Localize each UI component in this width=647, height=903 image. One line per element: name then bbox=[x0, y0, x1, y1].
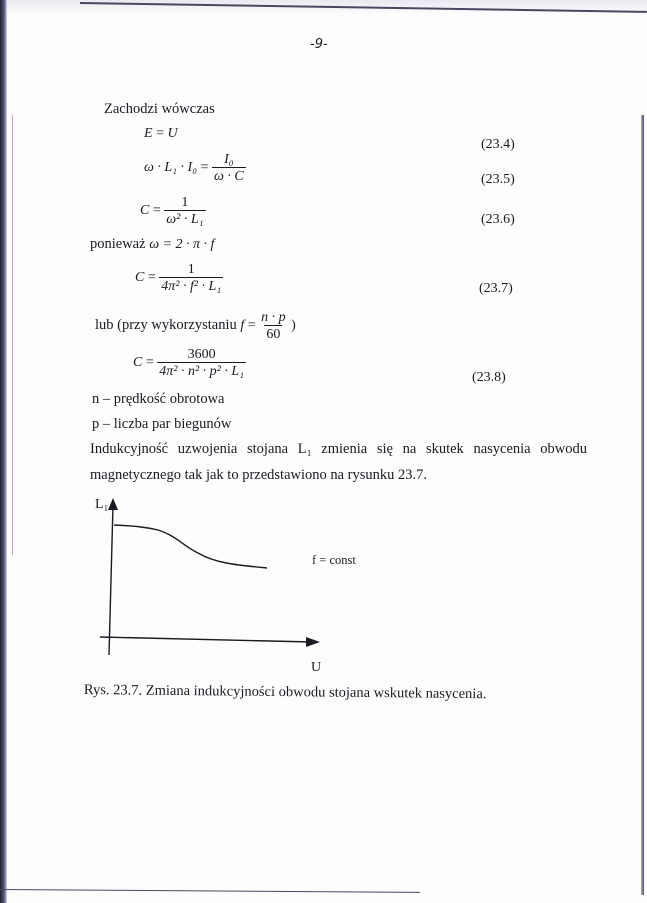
equation-23-6 bbox=[140, 195, 206, 227]
f-const-annotation: f = const bbox=[312, 553, 356, 567]
x-axis-arrow-icon bbox=[306, 637, 320, 647]
legend-p: p – liczba par biegunów bbox=[92, 416, 232, 432]
eq-operator: = bbox=[152, 203, 161, 219]
eq-lhs: C bbox=[133, 355, 143, 371]
y-axis-label: L₁ bbox=[95, 497, 109, 512]
or-formula-operator: = bbox=[247, 318, 256, 334]
intro-text: Zachodzi wówczas bbox=[104, 101, 215, 117]
eq-fraction bbox=[212, 152, 246, 184]
eq-fraction bbox=[157, 347, 246, 379]
equation-23-5 bbox=[144, 152, 246, 184]
eq-numerator: 1 bbox=[187, 262, 195, 277]
eq-operator: = bbox=[145, 355, 154, 371]
eq-fraction bbox=[164, 195, 205, 227]
eq-denominator: ω · C bbox=[213, 169, 244, 184]
equation-label-23-4: (23.4) bbox=[481, 137, 515, 152]
or-formula-denominator: 60 bbox=[266, 327, 281, 342]
figure-caption: Rys. 23.7. Zmiana indukcyjności obwodu stojana wskutek nasycenia. bbox=[83, 682, 487, 703]
or-formula-fraction bbox=[259, 310, 288, 342]
eq-operator: = bbox=[147, 270, 156, 286]
scan-edge-left bbox=[0, 0, 7, 903]
y-axis-arrow-icon bbox=[108, 498, 118, 510]
eq-rhs: U bbox=[167, 126, 178, 141]
equation-label-23-6: (23.6) bbox=[481, 212, 515, 227]
x-axis bbox=[100, 637, 312, 642]
page-number: -9- bbox=[310, 37, 328, 52]
or-line bbox=[95, 310, 296, 342]
equation-23-7 bbox=[135, 262, 223, 294]
eq-operator: = bbox=[200, 160, 209, 176]
eq-operator: = bbox=[156, 126, 164, 141]
equation-label-23-5: (23.5) bbox=[481, 172, 515, 187]
x-axis-label: U bbox=[311, 660, 322, 675]
or-formula-close: ) bbox=[291, 318, 296, 334]
figure-23-7 bbox=[90, 495, 320, 665]
eq-lhs: ω · L₁ · I₀ bbox=[144, 160, 198, 176]
legend-n: n – prędkość obrotowa bbox=[92, 391, 225, 407]
y-axis bbox=[109, 505, 113, 655]
eq-denominator: ω² · L₁ bbox=[166, 212, 204, 227]
since-text: ponieważ bbox=[90, 236, 146, 252]
equation-23-4 bbox=[144, 126, 178, 142]
eq-lhs: E bbox=[144, 126, 153, 141]
eq-numerator: 1 bbox=[181, 195, 189, 210]
paragraph-line-1: Indukcyjność uzwojenia stojana L₁ zmienia się na skutek nasycenia obwodu bbox=[90, 441, 587, 457]
eq-numerator: 3600 bbox=[187, 347, 216, 362]
eq-fraction bbox=[159, 262, 223, 294]
or-text: lub (przy wykorzystaniu bbox=[95, 317, 237, 334]
since-formula: ω = 2 · π · f bbox=[149, 237, 215, 252]
scan-margin-line bbox=[12, 115, 13, 555]
paragraph-line-2: magnetycznego tak jak to przedstawiono na rysunku 23.7. bbox=[90, 467, 428, 483]
or-formula-lhs: f bbox=[240, 318, 245, 334]
since-line bbox=[90, 236, 214, 253]
scan-edge-right bbox=[641, 115, 644, 895]
eq-lhs: C bbox=[135, 270, 145, 286]
equation-label-23-7: (23.7) bbox=[479, 281, 513, 296]
equation-23-8 bbox=[133, 347, 246, 379]
eq-denominator: 4π² · f² · L₁ bbox=[161, 279, 222, 294]
eq-denominator: 4π² · n² · p² · L₁ bbox=[159, 364, 245, 379]
inductance-curve bbox=[114, 525, 267, 568]
or-formula-numerator: n · p bbox=[261, 310, 286, 325]
equation-label-23-8: (23.8) bbox=[472, 370, 506, 385]
scan-edge-bottom bbox=[0, 889, 420, 893]
eq-lhs: C bbox=[140, 203, 150, 219]
eq-numerator: I₀ bbox=[224, 152, 234, 167]
